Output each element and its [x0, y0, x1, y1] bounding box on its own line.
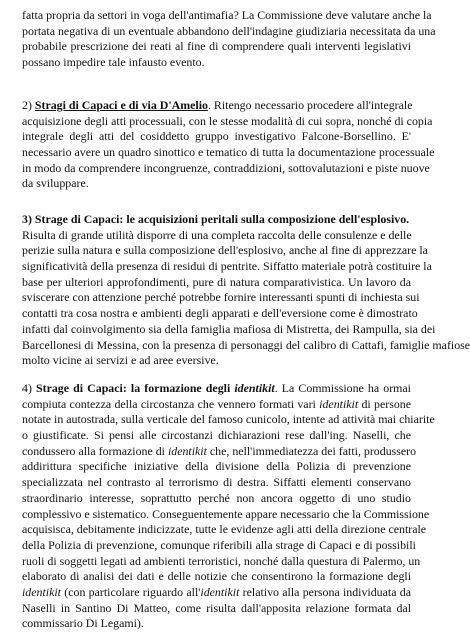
text-line: commissario Di Legami). — [22, 616, 144, 631]
text-line: Naselli in Santino Di Matteo, come risulta dall'apposita relazione formata dal — [22, 600, 411, 615]
text-line: o giustificate. Si pensi alle circostanzi dichiarazioni rese dall'ing. Naselli, che — [22, 428, 411, 443]
text-line: sviscerare con attenzione perché potrebbe fornire interessanti spunti di inchiesta sui — [22, 290, 420, 305]
text-run: (con particolare riguardo all' — [60, 584, 201, 599]
text-line: acquisizione degli atti processuali, con le stesse modalità di cui sopra, nonché di copia — [22, 113, 433, 128]
text-line: specializzata nel contrasto al terrorismo di destra. Siffatti elementi conservano — [22, 475, 411, 490]
text-run: condussero alla formazione di — [22, 443, 168, 458]
text-run: . Ritengo necessario procedere all'integrale — [207, 98, 413, 112]
text-run: relativo alla persona individuata da — [239, 584, 411, 599]
text-line: fatta propria da settori in voga dell'antimafia? La Commissione deve valutare anche la — [22, 8, 432, 22]
text-line: Barcellonesi di Messina, con la presenza di personaggi del calibro di Cattafi, famiglie mafiose — [22, 337, 470, 352]
text-line: probabile prescrizione dei reati al fine di comprendere quali interventi legislativi — [22, 39, 411, 54]
italic-term: identikit — [22, 584, 61, 599]
italic-term: identikit — [200, 584, 240, 599]
text-line: base per ulteriori approfondimenti, pure di natura comparativistica. Un lavoro da — [22, 274, 411, 289]
paragraph-intro — [22, 8, 436, 71]
section-3-heading: 3) Strage di Capaci: le acquisizioni peritali sulla composizione dell'esplosivo. — [22, 212, 410, 226]
text-line — [22, 443, 417, 460]
section-2-heading-line — [22, 98, 411, 114]
text-line: molto vicine ai servizi e ad aree eversive. — [22, 353, 219, 368]
text-line: necessario avere un quadro sinottico e tematico di tutta la documentazione processuale — [22, 145, 435, 160]
section-title: Strage di Capaci: la formazione degli — [36, 381, 235, 395]
text-line: straordinario interesse, soprattutto perché non ancora oggetto di uno studio — [22, 490, 411, 505]
text-line: significatività della presenza di residui di pentrite. Siffatto materiale potrà costituire la — [22, 259, 432, 274]
text-line: notate in autostrada, sulla verticale del famoso cunicolo, intente ad attività mai chiarite — [22, 412, 435, 427]
text-line: perizie sulla natura e sulla composizione dell'esplosivo, anche al fine di apprezzare la — [22, 243, 428, 258]
italic-term: identikit — [167, 443, 207, 458]
text-line: addirittura specifiche iniziative della divisione della Polizia di prevenzione — [22, 459, 411, 474]
text-run: che, nell'immediatezza dei fatti, produssero — [206, 443, 417, 458]
text-line: Risulta di grande utilità disporre di una completa raccolta delle consulenze e delle — [22, 227, 412, 242]
text-line: contatti tra cosa nostra e ambienti degli apparati e dell'eversione come è dimostrato — [22, 306, 418, 321]
section-number: 2) — [22, 98, 35, 112]
text-run: di persone — [358, 396, 411, 411]
text-line: acquisisca, debitamente indicizzate, tutte le evidenze agli atti della direzione centrale — [22, 522, 427, 537]
section-4 — [22, 381, 435, 632]
text-line: da sviluppare. — [22, 176, 89, 191]
text-line: portata negativa di un eventuale abbandono dell'indagine giudiziaria necessitata da una — [22, 23, 436, 38]
text-line: infatti dal coinvolgimento sia della famiglia mafiosa di Mistretta, dei Rampulla, sia dei — [22, 321, 436, 336]
text-line: complessivo e sistematico. Conseguentemente appare necessario che la Commissione — [22, 506, 430, 521]
section-4-heading-line — [22, 381, 411, 397]
text-line: integrale degli atti del cosiddetto gruppo investigativo Falcone-Borsellino. E' — [22, 129, 411, 144]
section-title-italic: identikit — [234, 381, 275, 395]
text-line — [22, 397, 411, 413]
text-line: della Polizia di prevenzione, comunque riferibili alla strage di Capaci e di possibili — [22, 537, 416, 552]
text-run: compiuta contezza della circostanza che vennero formati vari — [22, 396, 320, 411]
text-line: possano impedire tale infausto evento. — [22, 55, 205, 70]
section-number: 4) — [22, 381, 37, 395]
text-line — [22, 585, 411, 601]
text-line: elaborato di analisi dei dati e delle notizie che consentirono la formazione degli — [22, 569, 411, 584]
section-2 — [22, 98, 435, 192]
text-line: in modo da comprendere incongruenze, contraddizioni, sottovalutazioni e piste nuove — [22, 160, 430, 175]
section-3 — [22, 212, 470, 369]
italic-term: identikit — [319, 396, 359, 411]
text-run: . La Commissione ha ormai — [274, 381, 411, 395]
text-line: ruoli di soggetti legati ad ambienti terroristici, nonché dalla questura di Palermo, un — [22, 553, 421, 568]
section-title: Stragi di Capaci e di via D'Amelio — [34, 98, 208, 112]
